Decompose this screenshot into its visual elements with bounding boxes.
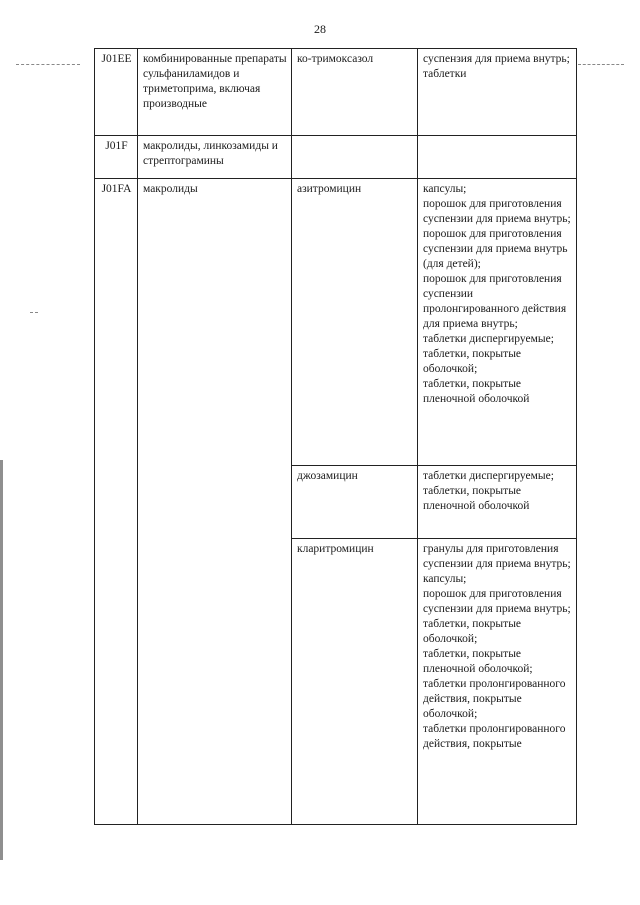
- dosage-forms: таблетки диспергируемые; таблетки, покрытые пленочной оболочкой: [418, 466, 577, 539]
- atc-code: J01F: [95, 136, 138, 179]
- drug-name: ко-тримоксазол: [292, 49, 418, 136]
- drug-name: азитромицин: [292, 179, 418, 466]
- drug-table: [94, 48, 577, 825]
- scan-artifact-line: [30, 312, 38, 313]
- scan-artifact-line: [578, 64, 624, 65]
- atc-code: J01EE: [95, 49, 138, 136]
- drug-name: [292, 136, 418, 179]
- drug-name: кларитромицин: [292, 539, 418, 825]
- dosage-forms: капсулы; порошок для приготовления суспензии для приема внутрь; порошок для приготовления суспензии для приема внутрь (для детей); порошок для приготовления суспензии пролонгированного действия для приема внутрь; таблетки диспергируемые; таблетки, покрытые оболочкой; таблетки, покрытые пленочной оболочкой: [418, 179, 577, 466]
- group-name: комбинированные препараты сульфаниламидов и триметоприма, включая производные: [138, 49, 292, 136]
- dosage-forms: суспензия для приема внутрь; таблетки: [418, 49, 577, 136]
- table-row: [95, 136, 577, 179]
- drug-name: джозамицин: [292, 466, 418, 539]
- table-row: [95, 49, 577, 136]
- scan-edge-mark: [0, 460, 3, 860]
- page-number: 28: [314, 22, 326, 36]
- group-name: макролиды, линкозамиды и стрептограмины: [138, 136, 292, 179]
- dosage-forms: гранулы для приготовления суспензии для приема внутрь; капсулы; порошок для приготовления суспензии для приема внутрь; таблетки, покрытые оболочкой; таблетки, покрытые пленочной оболочкой; таблетки пролонгированного действия, покрытые оболочкой; таблетки пролонгированного действия, покрытые: [418, 539, 577, 825]
- table-row: [95, 179, 577, 466]
- group-name: макролиды: [138, 179, 292, 825]
- dosage-forms: [418, 136, 577, 179]
- scan-artifact-line: [16, 64, 80, 65]
- atc-code: J01FA: [95, 179, 138, 825]
